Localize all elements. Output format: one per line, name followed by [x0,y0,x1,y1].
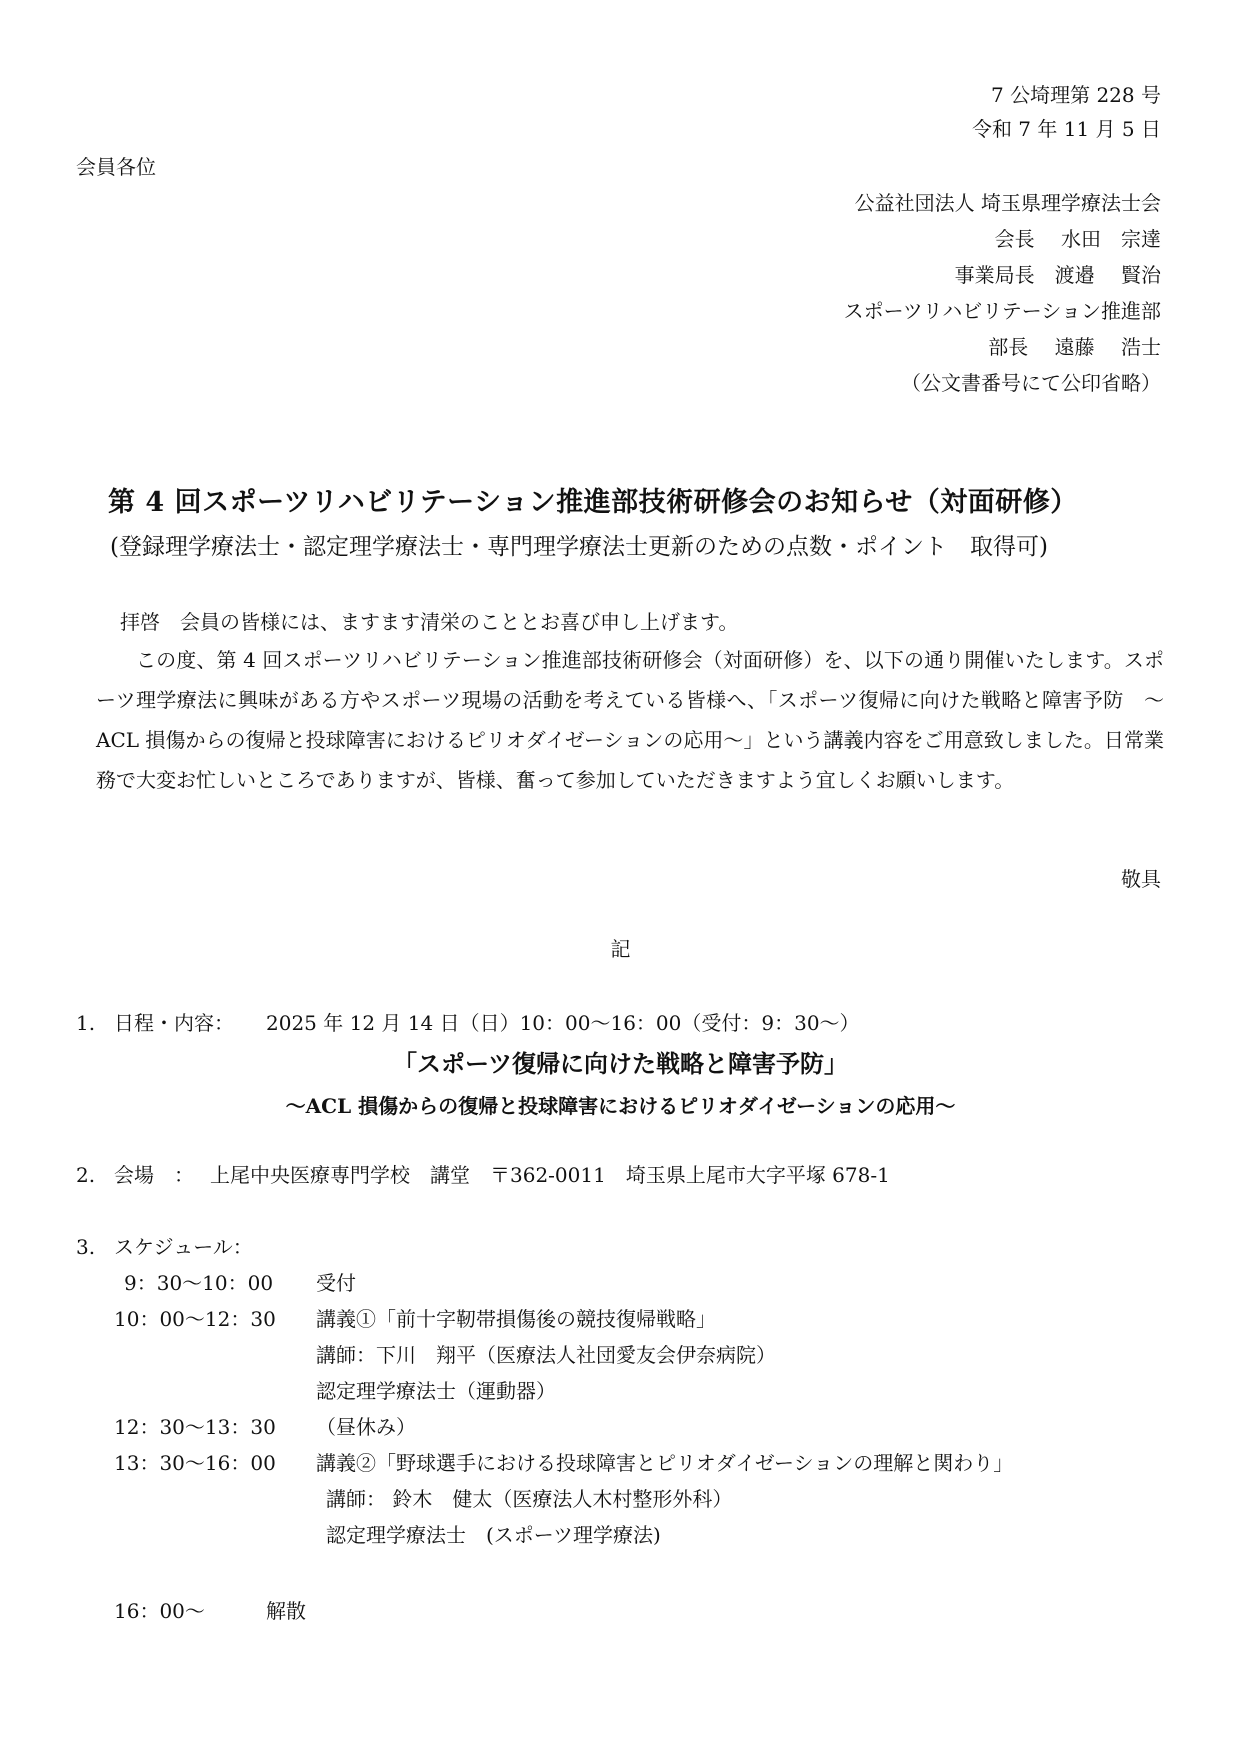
lecture-subtitle: ～ACL 損傷からの復帰と投球障害におけるピリオダイゼーションの応用～ [285,1094,956,1118]
greeting: 拝啓 会員の皆様には、ますます清栄のこととお喜び申し上げます。 [120,610,739,634]
item-2-label: 会場 ： [114,1163,194,1187]
schedule-entry: 講義①「前十字靭帯損傷後の競技復帰戦略」 [316,1307,716,1331]
schedule-time: 13：30～16：00 [114,1451,276,1475]
ki-heading: 記 [610,937,631,961]
schedule-time: 16：00～ [114,1599,205,1623]
schedule-time: 12：30～13：30 [114,1415,276,1439]
addressee: 会員各位 [76,155,156,179]
sender-secretary: 事業局長 渡邉 賢治 [954,263,1161,287]
venue-value: 上尾中央医療専門学校 講堂 〒362-0011 埼玉県上尾市大字平塚 678-1 [210,1163,890,1187]
body-paragraph: この度、第 4 回スポーツリハビリテーション推進部技術研修会（対面研修）を、以下の通り開催いたします。スポーツ理学療法に興味がある方やスポーツ現場の活動を考えている皆様へ、「スポーツ復帰に向けた戦略と障害予防 ～ACL 損傷からの復帰と投球障害におけるピリオダイゼーションの応用～」という講義内容をご用意致しました。日常業務で大変お忙しいところでありますが、皆様、奮って参加していただきますよう宜しくお願いします。 [96,648,1164,792]
schedule-entry: 解散 [266,1599,306,1623]
schedule-time: 9：30～10：00 [124,1271,274,1295]
notice-subtitle: (登録理学療法士・認定理学療法士・専門理学療法士更新のための点数・ポイント 取得可) [110,534,1048,560]
sender-president: 会長 水田 宗達 [994,227,1161,251]
document-date: 令和 7 年 11 月 5 日 [971,117,1161,141]
document-number: 7 公埼理第 228 号 [991,83,1161,107]
sender-department: スポーツリハビリテーション推進部 [843,299,1161,323]
item-1-label: 日程・内容： [114,1011,234,1035]
item-1-number: 1. [76,1011,96,1035]
schedule-time: 10：00～12：30 [114,1307,276,1331]
item-2-number: 2. [76,1163,96,1187]
sender-organization: 公益社団法人 埼玉県理学療法士会 [854,191,1161,215]
notice-title: 第 4 回スポーツリハビリテーション推進部技術研修会のお知らせ（対面研修） [108,487,1078,518]
schedule-lecturer: 講師： 鈴木 健太（医療法人木村整形外科） [326,1487,733,1511]
item-1-value: 2025 年 12 月 14 日（日）10：00～16：00（受付：9：30～） [266,1011,860,1035]
schedule-lecturer: 講師：下川 翔平（医療法人社団愛友会伊奈病院） [316,1343,776,1367]
lecture-title: 「スポーツ復帰に向けた戦略と障害予防」 [392,1049,849,1078]
seal-omission-note: （公文書番号にて公印省略） [901,371,1161,395]
schedule-qualification: 認定理学療法士（運動器） [316,1379,556,1403]
sender-department-head: 部長 遠藤 浩士 [988,335,1161,359]
closing-keigu: 敬具 [1121,867,1161,891]
schedule-qualification: 認定理学療法士 (スポーツ理学療法) [326,1523,661,1547]
schedule-entry: （昼休み） [316,1415,416,1439]
item-3-number: 3. [76,1235,96,1259]
schedule-entry: 受付 [316,1271,356,1295]
item-3-label: スケジュール： [114,1235,253,1259]
schedule-entry: 講義②「野球選手における投球障害とピリオダイゼーションの理解と関わり」 [316,1451,1014,1475]
